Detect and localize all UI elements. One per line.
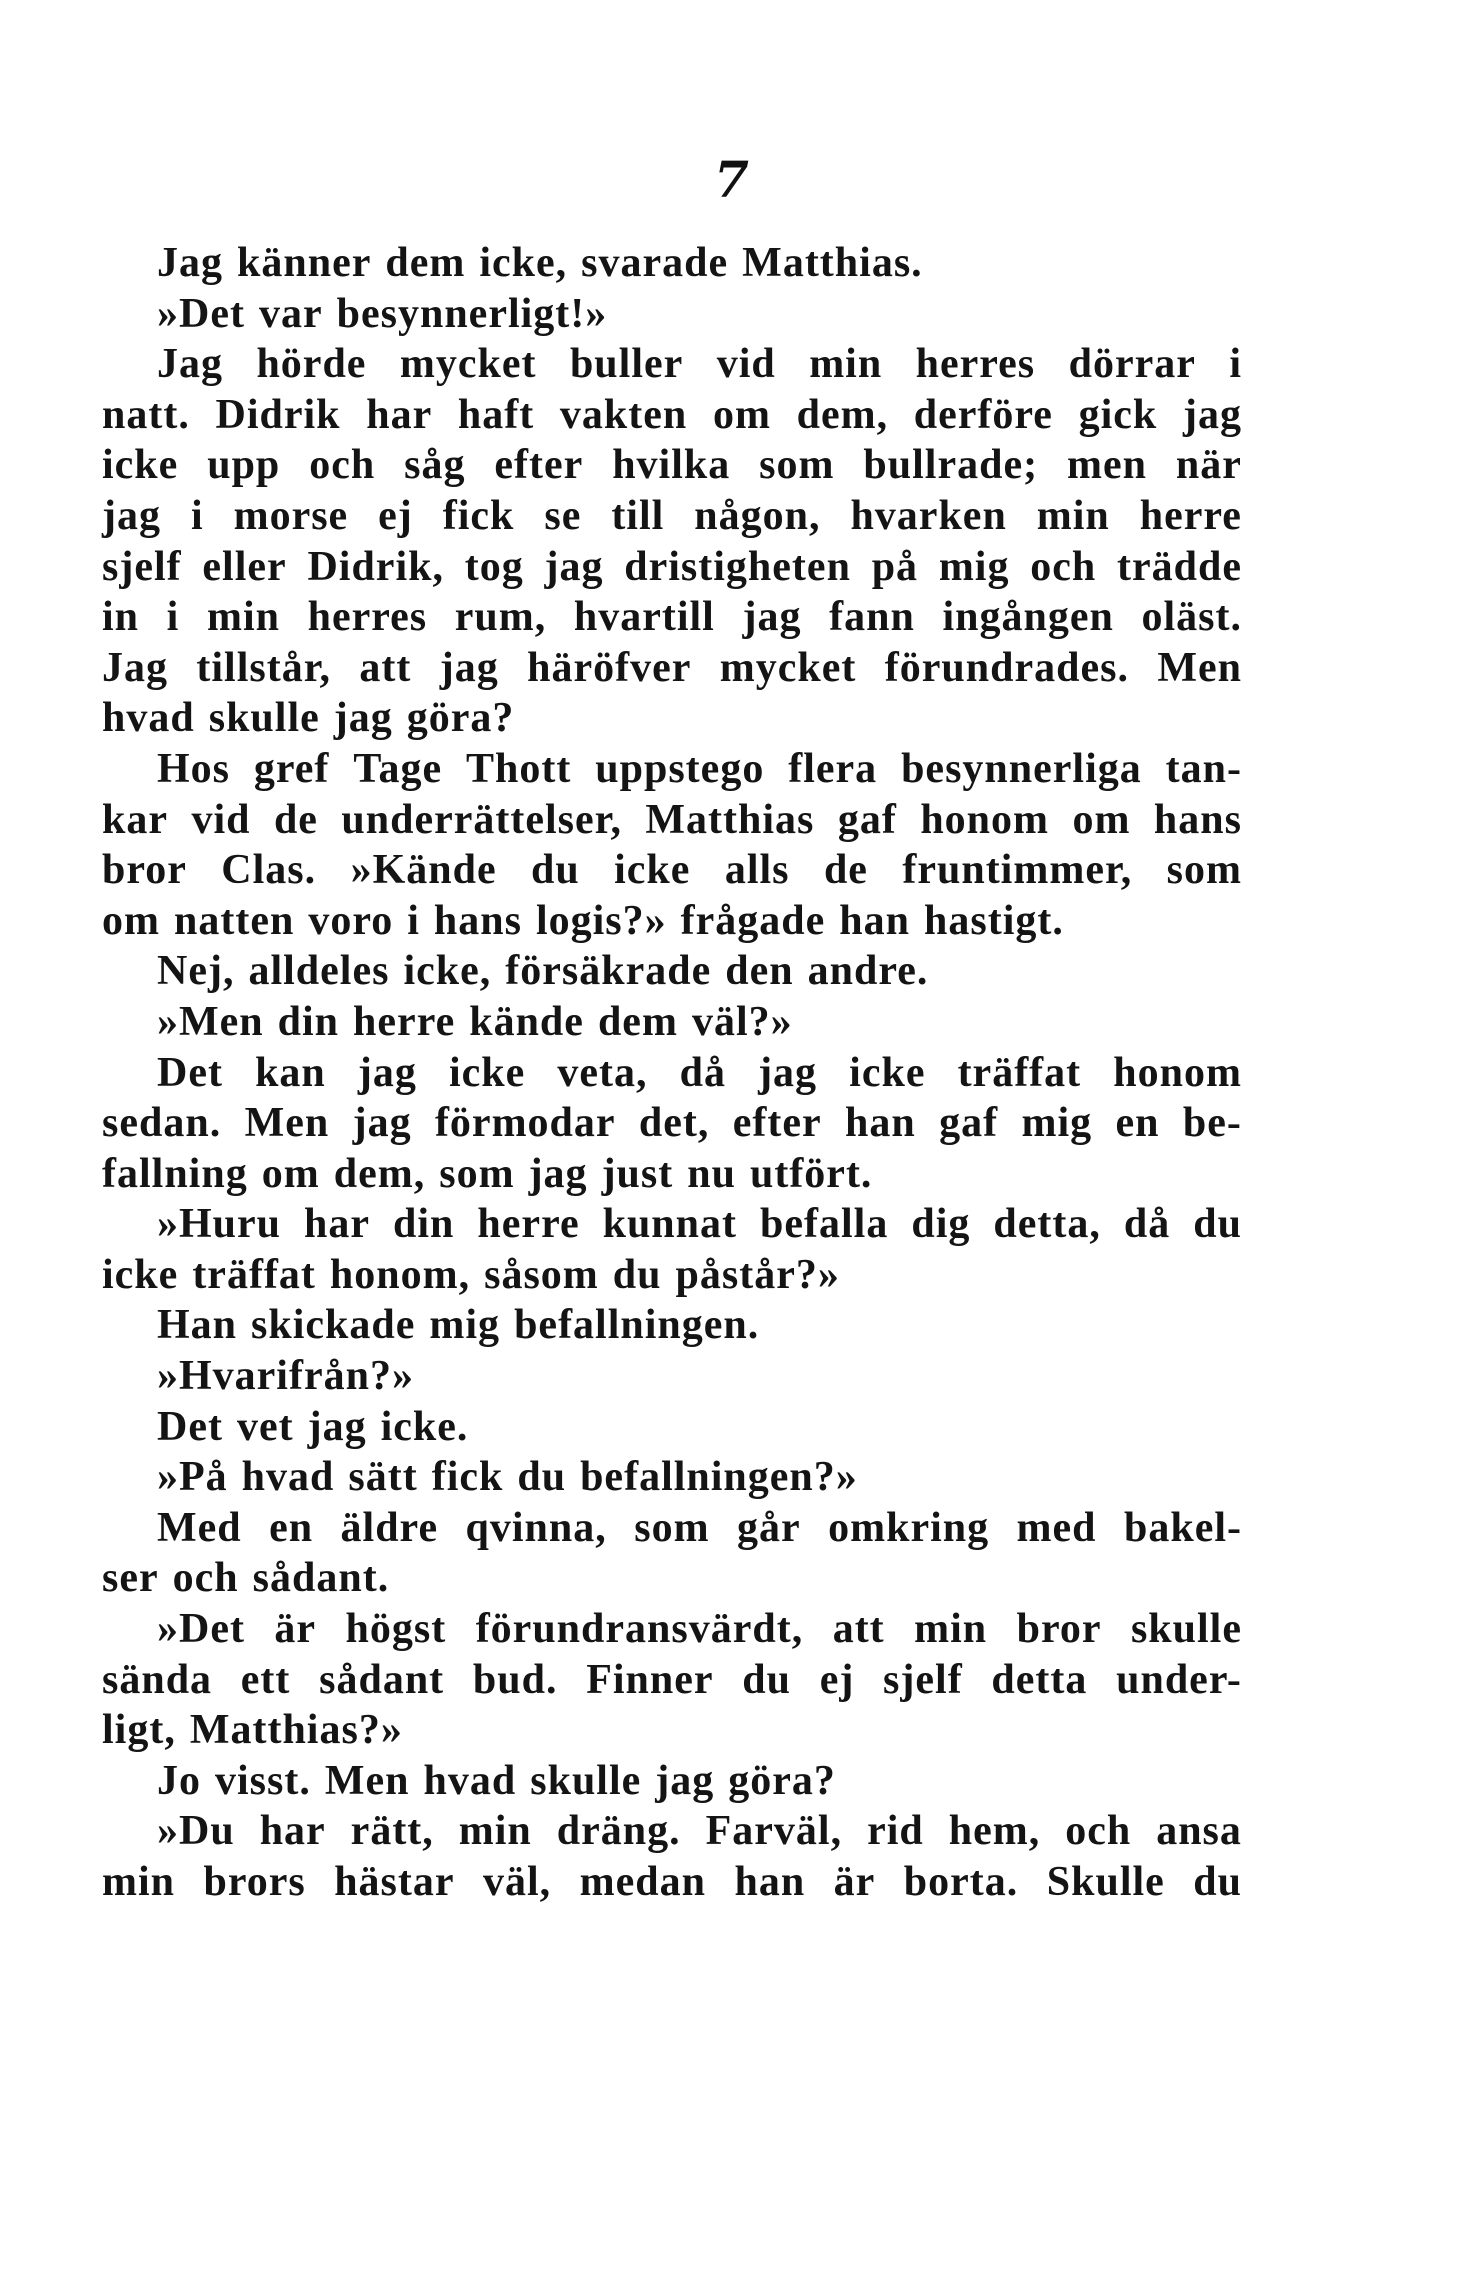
text-word: som [634, 1504, 710, 1551]
text-word: sådant. [252, 1555, 390, 1602]
text-word: om [1072, 796, 1131, 843]
text-line [102, 1402, 1242, 1453]
text-word: min [1036, 492, 1110, 539]
text-word: alls [724, 847, 790, 894]
text-word: fann [829, 594, 915, 641]
text-word: tillstår, [196, 644, 331, 691]
text-word: göra? [728, 1757, 836, 1804]
text-word: Hos [157, 745, 231, 792]
text-word: hans [1153, 796, 1242, 843]
text-word: kände [469, 998, 584, 1045]
text-word: känner [237, 240, 372, 286]
text-word: eller [202, 543, 287, 590]
text-word: jag [1182, 391, 1242, 438]
text-word: Han [157, 1302, 238, 1349]
text-word: »Huru [157, 1201, 282, 1248]
text-word: jag [742, 594, 802, 641]
text-word: »Hvarifrån?» [157, 1353, 414, 1400]
text-word: ingången [942, 594, 1114, 641]
text-word: dem, [796, 391, 889, 438]
text-word: uppstego [595, 745, 765, 792]
text-line [102, 1351, 1242, 1402]
text-word: i [190, 492, 204, 539]
text-word: hem, [948, 1808, 1041, 1855]
text-word: dig [911, 1201, 971, 1248]
text-word: hästar [334, 1859, 455, 1905]
text-word: icke [614, 847, 691, 894]
text-word: väl, [483, 1859, 552, 1905]
text-word: min [914, 1606, 988, 1653]
text-word: till [611, 492, 665, 539]
text-word: du [612, 1251, 662, 1298]
text-word: det, [638, 1100, 710, 1147]
page-number: 7 [714, 150, 749, 209]
text-word: går [737, 1504, 801, 1551]
text-word: Med [157, 1504, 242, 1551]
text-word: jag [307, 1403, 367, 1450]
text-word: andre. [807, 948, 929, 995]
text-word: och [172, 1555, 239, 1602]
text-word: Jag [157, 341, 223, 388]
text-word: herres [915, 341, 1036, 388]
text-word: i [166, 594, 180, 641]
text-word: just [601, 1150, 674, 1197]
text-word: dem [597, 998, 678, 1045]
text-word: dräng. [556, 1808, 681, 1855]
text-word: gaf [939, 1100, 999, 1147]
text-word: mig [938, 543, 1010, 590]
text-word: Det [157, 1403, 223, 1450]
text-line [102, 1149, 1242, 1200]
text-word: dem [385, 240, 466, 286]
text-word: äldre [340, 1504, 439, 1551]
text-word: hastigt. [924, 897, 1064, 944]
text-word: såg [404, 442, 466, 489]
text-word: honom, [329, 1251, 471, 1298]
text-word: då [679, 1049, 726, 1096]
text-word: jag [333, 695, 393, 742]
text-line [102, 896, 1242, 947]
text-word: såsom [484, 1251, 599, 1298]
text-word: hans [433, 897, 522, 944]
text-word: jag [544, 543, 604, 590]
text-word: bror [1016, 1606, 1102, 1653]
text-line [102, 542, 1242, 593]
text-word: har [259, 1808, 326, 1855]
text-word: ansa [1156, 1808, 1242, 1855]
text-word: Clas. [221, 847, 317, 894]
text-word: min [102, 1859, 176, 1905]
text-word: fruntimmer, [902, 847, 1133, 894]
text-word: mycket [399, 341, 537, 388]
text-word: buller [569, 341, 684, 388]
text-word: min [809, 341, 883, 388]
text-word: du [742, 1656, 791, 1703]
text-word: hvarken [850, 492, 1007, 539]
text-word: Men [324, 1757, 410, 1804]
text-line [102, 795, 1242, 846]
text-word: en [269, 1504, 314, 1551]
text-line [102, 390, 1242, 441]
text-word: hvilka [612, 442, 731, 489]
text-line [102, 238, 1242, 289]
text-word: detta [991, 1656, 1088, 1703]
text-word: när [1175, 442, 1242, 489]
text-word: jag [357, 1049, 417, 1096]
text-line [102, 1806, 1242, 1857]
text-word: Men [1157, 644, 1242, 691]
text-word: icke, [403, 948, 492, 995]
text-word: om [102, 897, 160, 944]
text-word: han [845, 1100, 916, 1147]
text-line [102, 1048, 1242, 1099]
text-word: befalla [760, 1201, 889, 1248]
text-word: jag [655, 1757, 715, 1804]
text-word: du [517, 1454, 567, 1501]
text-word: oläst. [1141, 594, 1242, 641]
text-line [102, 1857, 1242, 1908]
text-word: har [366, 391, 433, 438]
text-word: mig [1021, 1100, 1093, 1147]
text-line [102, 1250, 1242, 1301]
text-word: jag [102, 492, 161, 539]
text-word: min [206, 594, 280, 641]
text-word: kar [102, 796, 168, 843]
text-word: i [407, 897, 420, 944]
text-word: sjelf [102, 543, 182, 590]
text-word: efter [732, 1100, 822, 1147]
text-word: hvartill [573, 594, 715, 641]
text-word: natten [174, 897, 295, 944]
text-word: en [1115, 1100, 1160, 1147]
text-word: haft [457, 391, 535, 438]
text-word: häröfver [527, 644, 692, 691]
text-word: är [833, 1859, 876, 1905]
text-word: befallningen. [514, 1302, 760, 1349]
text-word: Finner [586, 1656, 714, 1703]
text-word: och [1030, 543, 1097, 590]
text-word: påstår?» [675, 1251, 840, 1298]
text-word: Thott [466, 745, 572, 792]
text-word: förundransvärdt, [475, 1606, 804, 1653]
text-word: icke [448, 1049, 526, 1096]
text-word: detta, [993, 1201, 1101, 1248]
text-word: tog [464, 543, 524, 590]
text-word: icke, [479, 240, 568, 286]
text-word: vakten [559, 391, 688, 438]
text-word: fick [431, 1454, 504, 1501]
text-word: högst [345, 1606, 447, 1653]
text-word: bud. [472, 1656, 558, 1703]
text-word: mig [429, 1302, 501, 1349]
body-text [102, 238, 1242, 1908]
text-word: nu [687, 1150, 736, 1197]
text-word: herre [477, 1201, 580, 1248]
text-word: dörrar [1068, 341, 1196, 388]
text-word: honom [920, 796, 1050, 843]
text-word: han [839, 897, 911, 944]
text-word: du [1193, 1201, 1242, 1248]
text-word: försäkrade [505, 948, 712, 995]
text-word: vid [191, 796, 251, 843]
text-word: Jag [102, 644, 168, 691]
text-line [102, 693, 1242, 744]
text-word: dem, [333, 1150, 426, 1197]
text-line [102, 1098, 1242, 1149]
text-line [102, 1199, 1242, 1250]
text-word: befallningen?» [580, 1454, 858, 1501]
text-word: jag [352, 1100, 412, 1147]
text-word: på [871, 543, 919, 590]
text-word: ej [819, 1656, 855, 1703]
text-word: herres [307, 594, 428, 641]
text-word: Didrik [215, 391, 341, 438]
text-word: besynnerliga [901, 745, 1142, 792]
text-word: jag [758, 1049, 818, 1096]
text-word: de [823, 847, 868, 894]
text-word: din [277, 998, 340, 1045]
text-word: under- [1116, 1656, 1242, 1703]
text-line [102, 1655, 1242, 1706]
text-word: underrättelser, [341, 796, 622, 843]
text-word: du [1193, 1859, 1242, 1905]
text-word: träffat [957, 1049, 1082, 1096]
text-line [102, 1604, 1242, 1655]
text-word: honom [1113, 1049, 1242, 1096]
text-word: besynnerligt!» [336, 290, 608, 337]
text-word: han [734, 1859, 806, 1905]
text-word: medan [579, 1859, 706, 1905]
text-word: ej [378, 492, 413, 539]
text-word: fick [442, 492, 515, 539]
text-line [102, 1503, 1242, 1554]
text-word: att [359, 644, 412, 691]
text-word: hvad [102, 695, 195, 742]
text-word: jag [528, 1150, 588, 1197]
text-word: omkring [828, 1504, 990, 1551]
text-word: och [309, 442, 376, 489]
text-word: voro [308, 897, 394, 944]
text-line [102, 339, 1242, 390]
text-line [102, 1553, 1242, 1604]
text-word: »Men [157, 998, 264, 1045]
text-word: då [1123, 1201, 1171, 1248]
text-word: flera [788, 745, 878, 792]
text-word: in [102, 594, 140, 641]
text-word: icke [102, 1251, 179, 1298]
text-line [102, 289, 1242, 340]
text-word: dristigheten [624, 543, 851, 590]
text-word: »Kände [350, 847, 497, 894]
text-word: skulle [208, 695, 320, 742]
text-word: som [439, 1150, 515, 1197]
text-word: Jag [157, 240, 223, 286]
text-word: som [1166, 847, 1242, 894]
text-word: min [458, 1808, 532, 1855]
text-word: se [544, 492, 582, 539]
text-word: som [759, 442, 835, 489]
text-word: »Det [157, 290, 245, 337]
text-line [102, 643, 1242, 694]
text-line [102, 1756, 1242, 1807]
text-word: utfört. [749, 1150, 873, 1197]
text-word: hvad [241, 1454, 335, 1501]
text-word: de [273, 796, 318, 843]
text-word: förundrades. [884, 644, 1129, 691]
text-word: sända [102, 1656, 213, 1703]
text-word: har [304, 1201, 371, 1248]
text-line [102, 1300, 1242, 1351]
text-line [102, 1705, 1242, 1756]
text-word: sjelf [883, 1656, 963, 1703]
text-word: alldeles [248, 948, 390, 995]
text-word: vid [716, 341, 776, 388]
text-word: icke [102, 442, 179, 489]
text-word: i [1229, 341, 1242, 388]
text-word: »På [157, 1454, 228, 1501]
text-word: Matthias [645, 796, 815, 843]
text-word: Matthias?» [189, 1707, 403, 1754]
text-word: Men [244, 1100, 330, 1147]
text-word: rätt, [350, 1808, 434, 1855]
text-word: Farväl, [705, 1808, 843, 1855]
text-line [102, 744, 1242, 795]
text-word: bullrade; [863, 442, 1039, 489]
text-word: kan [255, 1049, 326, 1096]
text-line [102, 997, 1242, 1048]
text-line [102, 491, 1242, 542]
text-word: herre [1139, 492, 1242, 539]
text-line [102, 1452, 1242, 1503]
text-word: var [258, 290, 323, 337]
text-word: skulle [530, 1757, 642, 1804]
text-word: hörde [256, 341, 367, 388]
text-word: om [712, 391, 771, 438]
text-line [102, 592, 1242, 643]
text-word: icke. [380, 1403, 469, 1450]
text-word: väl?» [691, 998, 793, 1045]
text-word: om [261, 1150, 320, 1197]
text-word: herre [353, 998, 456, 1045]
text-word: »Det [157, 1606, 245, 1653]
text-word: upp [207, 442, 281, 489]
text-word: natt. [102, 391, 190, 438]
text-word: sätt [348, 1454, 418, 1501]
text-word: mycket [719, 644, 857, 691]
text-word: sådant [319, 1656, 445, 1703]
text-word: Jo [157, 1757, 201, 1804]
text-word: göra? [406, 695, 515, 742]
text-word: ser [102, 1555, 159, 1602]
text-word: bror [102, 847, 187, 894]
text-word: skulle [1130, 1606, 1242, 1653]
text-word: tan- [1165, 745, 1242, 792]
text-word: träffat [192, 1251, 316, 1298]
text-word: gick [1078, 391, 1158, 438]
text-line [102, 440, 1242, 491]
text-word: svarade [581, 240, 729, 286]
text-word: den [725, 948, 794, 995]
text-word: morse [233, 492, 349, 539]
text-word: frågade [680, 897, 826, 944]
text-word: fallning [102, 1150, 248, 1197]
text-word: att [832, 1606, 885, 1653]
text-word: brors [203, 1859, 306, 1905]
text-word: be- [1182, 1100, 1242, 1147]
text-word: skickade [251, 1302, 416, 1349]
text-word: Skulle [1046, 1859, 1165, 1905]
text-word: ligt, [102, 1707, 176, 1754]
text-word: efter [494, 442, 584, 489]
text-word: bakel- [1123, 1504, 1242, 1551]
text-word: vet [236, 1403, 294, 1450]
text-word: och [1065, 1808, 1132, 1855]
text-word: qvinna, [465, 1504, 607, 1551]
text-word: Matthias. [742, 240, 923, 286]
text-word: Nej, [157, 948, 235, 995]
text-word: logis?» [535, 897, 667, 944]
text-word: veta, [557, 1049, 648, 1096]
text-word: med [1016, 1504, 1097, 1551]
text-word: sedan. [102, 1100, 222, 1147]
text-word: kunnat [602, 1201, 738, 1248]
text-word: förmodar [434, 1100, 616, 1147]
text-word: rid [867, 1808, 924, 1855]
text-word: Det [157, 1049, 223, 1096]
text-word: rum, [454, 594, 547, 641]
text-word: borta. [903, 1859, 1019, 1905]
text-word: gref [253, 745, 330, 792]
text-word: Didrik, [307, 543, 444, 590]
text-word: är [274, 1606, 317, 1653]
text-word: men [1067, 442, 1147, 489]
text-word: derföre [913, 391, 1053, 438]
text-line [102, 845, 1242, 896]
text-word: någon, [694, 492, 821, 539]
text-word: trädde [1117, 543, 1242, 590]
text-word: du [531, 847, 580, 894]
text-line [102, 946, 1242, 997]
text-word: Tage [353, 745, 443, 792]
text-word: »Du [157, 1808, 235, 1855]
text-word: hvad [423, 1757, 517, 1804]
text-word: visst. [215, 1757, 311, 1804]
text-word: icke [849, 1049, 926, 1096]
text-word: gaf [837, 796, 897, 843]
text-word: din [393, 1201, 455, 1248]
text-word: jag [439, 644, 499, 691]
text-word: ett [240, 1656, 291, 1703]
